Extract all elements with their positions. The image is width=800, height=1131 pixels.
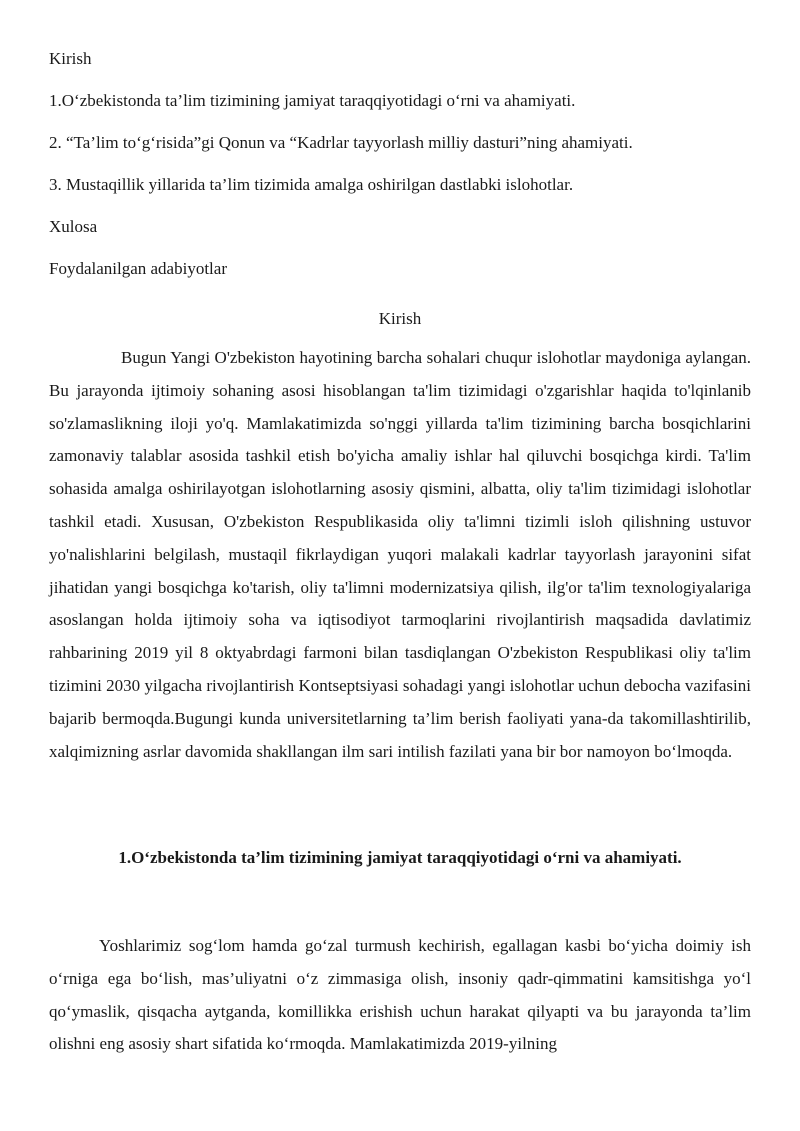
table-of-contents <box>49 47 759 299</box>
section-1-paragraph: Yoshlarimiz sog‘lom hamda go‘zal turmush kechirish, egallagan kasbi bo‘yicha doimiy ish o‘rniga ega bo‘lish, mas’uliyatni o‘z zimmasiga olish, insoniy qadr-qimmatini kamsitishga yo‘l qo‘ymaslik, qisqacha aytganda, komillikka erishish uchun harakat qilyapti va bu jarayonda ta’lim olishni eng asosiy shart sifatida ko‘rmoqda. Mamlakatimizda 2019-yilning <box>49 936 751 1054</box>
toc-item-section-1: 1.O‘zbekistonda ta’lim tizimining jamiyat taraqqiyotidagi o‘rni va ahamiyati. <box>49 91 576 110</box>
intro-paragraph: Bugun Yangi O'zbekiston hayotining barcha sohalari chuqur islohotlar maydoniga aylangan. Bu jarayonda ijtimoiy sohaning asosi hisoblangan ta'lim tizimidagi o'zgarishlar haqida to'lqinlanib so'zlamaslikning iloji yo'q. Mamlakatimizda so'nggi yillarda ta'lim tizimining barcha bosqichlarini zamonaviy talablar asosida tashkil etish bo'yicha amaliy ishlar hal qiluvchi bosqichga kirdi. Ta'lim sohasida amalga oshirilayotgan islohotlarning asosiy qismini, albatta, oliy ta'lim tizimidagi islohotlar tashkil etadi. Xususan, O'zbekiston Respublikasida oliy ta'limni tizimli isloh qilishning ustuvor yo'nalishlarini belgilash, mustaqil fikrlaydigan yuqori malakali kadrlar tayyorlash jarayonini sifat jihatidan yangi bosqichga ko'tarish, oliy ta'limni modernizatsiya qilish, ilg'or ta'lim texnologiyalariga asoslangan holda ijtimoiy soha va iqtisodiyot tarmoqlarini rivojlantirish maqsadida davlatimiz rahbarining 2019 yil 8 oktyabrdagi farmoni bilan tasdiqlangan O'zbekiston Respublikasi oliy ta'lim tizimini 2030 yilgacha rivojlantirish Kontseptsiyasi sohadagi yangi islohotlar uchun debocha vazifasini bajarib bermoqda.Bugungi kunda universitetlarning ta’lim berish faoliyati yana-da takomillashtirilib, xalqimizning asrlar davomida shakllangan ilm sari intilish fazilati yana bir bor namoyon bo‘lmoqda. <box>49 348 751 761</box>
toc-item-intro: Kirish <box>49 49 92 68</box>
toc-item-conclusion: Xulosa <box>49 217 98 236</box>
section-1-heading: 1.O‘zbekistonda ta’lim tizimining jamiyat taraqqiyotidagi o‘rni va ahamiyati. <box>118 848 682 867</box>
toc-item-section-3: 3. Mustaqillik yillarida ta’lim tizimida amalga oshirilgan dastlabki islohotlar. <box>49 175 574 194</box>
toc-item-section-2: 2. “Ta’lim to‘g‘risida”gi Qonun va “Kadrlar tayyorlash milliy dasturi”ning ahamiyati. <box>49 133 633 152</box>
intro-heading: Kirish <box>378 309 422 328</box>
toc-item-references: Foydalanilgan adabiyotlar <box>49 259 227 278</box>
